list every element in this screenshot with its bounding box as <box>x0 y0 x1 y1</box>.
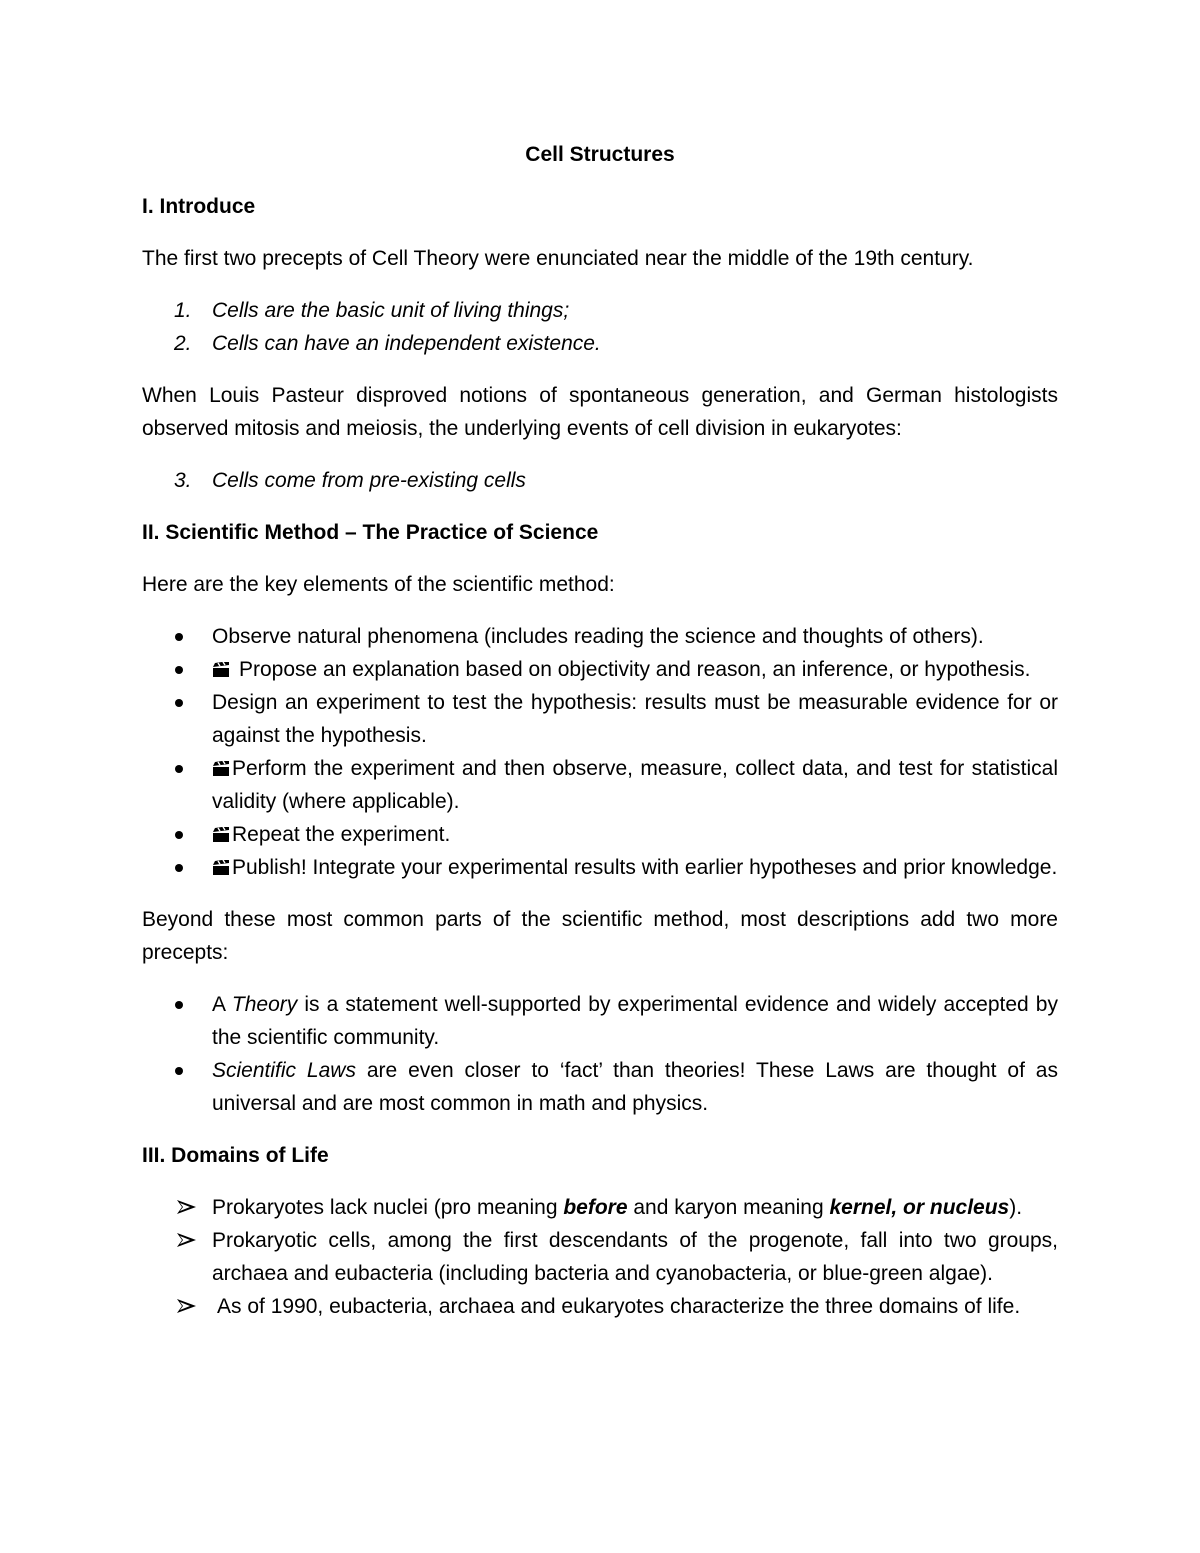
arrowhead-bullet-icon <box>176 1233 196 1247</box>
method-intro-paragraph: Here are the key elements of the scientific method: <box>142 573 615 596</box>
list-item <box>142 327 1058 360</box>
list-item <box>142 1290 1058 1323</box>
arrowhead-bullet-icon <box>176 1299 196 1313</box>
list-item <box>142 294 1058 327</box>
prokaryotes-text-a: Prokaryotes lack nuclei (pro meaning <box>212 1196 564 1219</box>
bullet-dot-icon <box>175 831 183 839</box>
list-item <box>142 1191 1058 1224</box>
laws-term: Scientific Laws <box>212 1059 356 1082</box>
document-page <box>142 138 1058 1342</box>
theory-prefix: A <box>212 993 232 1016</box>
bullet-dot-icon <box>175 699 183 707</box>
precept-text: Cells can have an independent existence. <box>212 332 601 355</box>
section-heading-domains-of-life: III. Domains of Life <box>142 1144 329 1167</box>
list-item <box>142 1054 1058 1120</box>
list-item <box>142 464 1058 497</box>
cell-theory-precept-3-list <box>142 464 1058 497</box>
bullet-dot-icon <box>175 1067 183 1075</box>
bullet-dot-icon <box>175 666 183 674</box>
document-title: Cell Structures <box>525 143 675 166</box>
step-text: Publish! Integrate your experimental results with earlier hypotheses and prior knowledge. <box>232 856 1058 879</box>
theory-term: Theory <box>231 993 298 1016</box>
list-item <box>142 752 1058 818</box>
section-heading-scientific-method: II. Scientific Method – The Practice of Science <box>142 521 599 544</box>
prokaryotes-text-e: ). <box>1009 1196 1023 1219</box>
list-item <box>142 1224 1058 1290</box>
cell-theory-precepts-list <box>142 294 1058 360</box>
scientific-method-steps-list <box>142 620 1058 884</box>
clapperboard-icon <box>212 761 230 777</box>
arrowhead-bullet-icon <box>176 1200 196 1214</box>
bullet-dot-icon <box>175 1001 183 1009</box>
list-item <box>142 851 1058 884</box>
bullet-dot-icon <box>175 864 183 872</box>
theory-definition: is a statement well-supported by experimental evidence and widely accepted by the scientific community. <box>212 993 1058 1049</box>
bullet-dot-icon <box>175 765 183 773</box>
step-text: Propose an explanation based on objectivity and reason, an inference, or hypothesis. <box>239 658 1031 681</box>
precept-text: Cells come from pre-existing cells <box>212 469 526 492</box>
clapperboard-icon <box>212 860 230 876</box>
step-text: Perform the experiment and then observe, measure, collect data, and test for statistical validity (where applicable). <box>212 757 1058 813</box>
step-text: Observe natural phenomena (includes reading the science and thoughts of others). <box>212 625 984 648</box>
list-item <box>142 988 1058 1054</box>
list-item <box>142 620 1058 653</box>
list-number: 2. <box>174 332 192 355</box>
domains-of-life-list <box>142 1191 1058 1323</box>
three-domains-text: As of 1990, eubacteria, archaea and eukaryotes characterize the three domains of life. <box>217 1295 1021 1318</box>
clapperboard-icon <box>212 827 230 843</box>
step-text: Repeat the experiment. <box>232 823 451 846</box>
pasteur-paragraph: When Louis Pasteur disproved notions of spontaneous generation, and German histologists observed mitosis and meiosis, the underlying events of cell division in eukaryotes: <box>142 384 1058 440</box>
prokaryotes-term-kernel: kernel, or nucleus <box>829 1196 1010 1219</box>
intro-paragraph: The first two precepts of Cell Theory were enunciated near the middle of the 19th century. <box>142 247 974 270</box>
precept-text: Cells are the basic unit of living things; <box>212 299 570 322</box>
laws-definition: are even closer to ‘fact’ than theories! These Laws are thought of as universal and are most common in math and physics. <box>212 1059 1058 1115</box>
bullet-dot-icon <box>175 633 183 641</box>
step-text: Design an experiment to test the hypothesis: results must be measurable evidence for or against the hypothesis. <box>212 691 1058 747</box>
prokaryotes-text-c: and karyon meaning <box>627 1196 830 1219</box>
section-heading-introduce: I. Introduce <box>142 195 256 218</box>
list-item <box>142 686 1058 752</box>
list-item <box>142 818 1058 851</box>
beyond-paragraph: Beyond these most common parts of the scientific method, most descriptions add two more precepts: <box>142 908 1058 964</box>
additional-precepts-list <box>142 988 1058 1120</box>
clapperboard-icon <box>212 662 230 678</box>
prokaryotic-cells-text: Prokaryotic cells, among the first descendants of the progenote, fall into two groups, archaea and eubacteria (including bacteria and cyanobacteria, or blue-green algae). <box>212 1229 1058 1285</box>
list-item <box>142 653 1058 686</box>
list-number: 1. <box>174 299 192 322</box>
prokaryotes-term-before: before <box>563 1196 628 1219</box>
list-number: 3. <box>174 469 192 492</box>
